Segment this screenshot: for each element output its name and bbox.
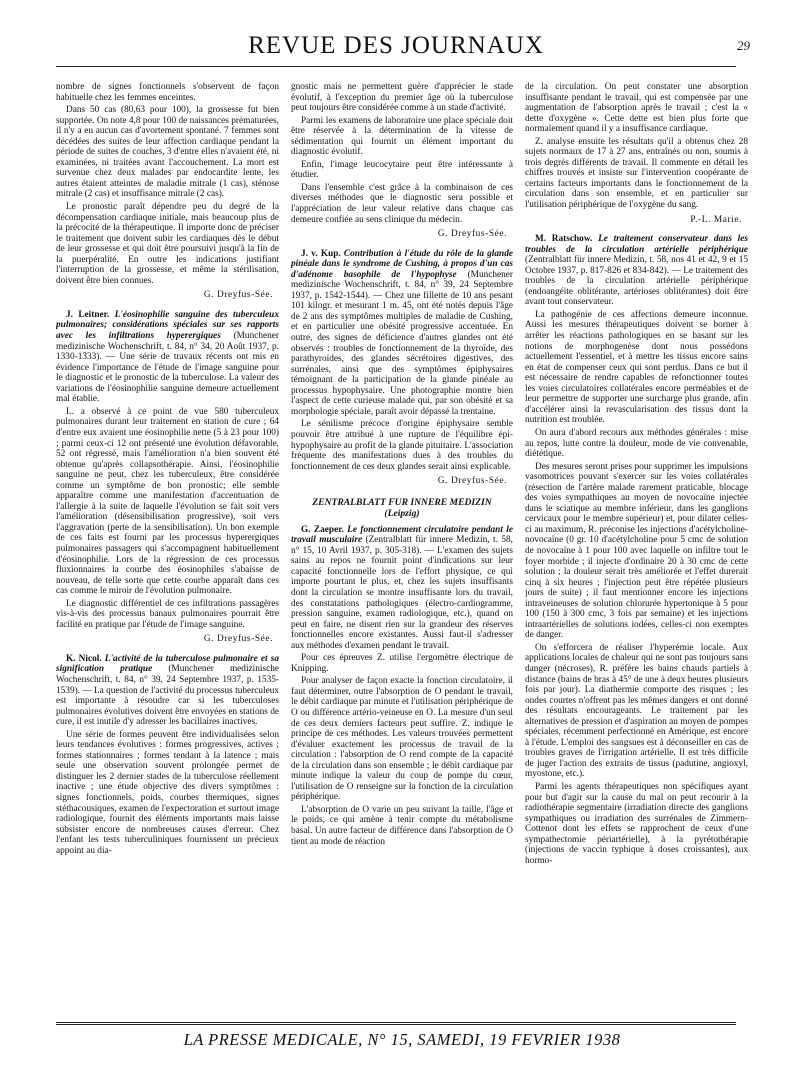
- paragraph: Le diagnostic différentiel de ces infiltrations passagères vis-à-vis des processus banaux pulmonaires pourrait être facilité en pratique par l'étude de l'image sanguine.: [56, 598, 279, 630]
- paragraph: Pour ces épreuves Z. utilise l'ergomètre électrique de Knipping.: [291, 653, 513, 674]
- header-rule: [56, 66, 736, 67]
- article-abstract: [525, 234, 748, 308]
- article-title: L'activité de la tuberculose pulmonaire et sa signification pratique: [56, 653, 279, 675]
- signature: G. Dreyfus-Sée.: [203, 290, 273, 301]
- journal-section-title: REVUE DES JOURNAUX: [248, 32, 544, 59]
- paragraph: La pathogénie de ces affections demeure inconnue. Aussi les mesures thérapeutiques doivent se borner à arrêter les réactions pathologiques en se basant sur les notions de morphogenèse dont nous possédons actuellement l'essentiel, et à mettre les tissus encore sains en état de compenser ceux qui sont perdus. Dans ce but il est nécessaire de rendre capables de refonctionner toutes les voies circulatoires collatérales encore perméables et de leur permettre de supporter une surcharge plus grande, afin d'accélérer ainsi la revascularisation des tissus dont la nutrition est troublée.: [525, 309, 748, 426]
- paragraph: gnostic mais ne permettent guère d'apprécier le stade évolutif, à l'exception du premier âge où la tuberculose peut toujours être considérée comme à un stade d'activité.: [291, 82, 513, 114]
- paragraph: Des mesures seront prises pour supprimer les impulsions vasomotrices pouvant s'exercer sur les voies collatérales (résection de l'artère malade rarement praticable, blocage des voies sympathiques au moyen de novocaïne injectée dans le sciatique au membre inférieur, dans les ganglions cervicaux pour le membre supérieur) et, pour dilater celles-ci au maximum, R. préconise les injections d'acétylcholine-novocaïne (0 gr. 10 d'acétylcholine pour 5 cmc de solution de novocaïne à 1 pour 100 avec laquelle on infiltre tout le foyer morbide ; il injecte d'ordinaire 20 à 30 cmc de cette solution ; la douleur serait très améliorée et l'effet durerait cinq à six heures ; l'injection peut être répétée plusieurs jours de suite) ; il faut mentionner encore les injections intraveineuses de solution chlorurée hypertonique à 5 pour 100 (150 à 300 cmc, 3 fois par semaine) et les injections intraartérielles de solutions iodées, celles-ci non exemptes de danger.: [525, 461, 748, 641]
- journal-section-heading: [291, 497, 513, 519]
- signature: G. Dreyfus-Sée.: [437, 229, 507, 240]
- paragraph: nombre de signes fonctionnels s'observent de façon habituelle chez les femmes enceintes.: [56, 82, 279, 103]
- paragraph: Enfin, l'image leucocytaire peut être intéressante à étudier.: [291, 159, 513, 181]
- paragraph: Parmi les examens de laboratoire une place spéciale doit être réservée à la détermination de la vitesse de sédimentation qui fournit un élément important du diagnostic évolutif.: [291, 115, 513, 158]
- journal-city: (Leipzig): [384, 507, 420, 519]
- page-footer: LA PRESSE MEDICALE, N° 15, SAMEDI, 19 FEVRIER 1938: [183, 1030, 621, 1049]
- signature: G. Dreyfus-Sée.: [437, 476, 507, 487]
- article-abstract: [56, 310, 279, 405]
- article-title: L'éosinophilie sanguine des tuberculeux pulmonaires; considérations spéciales sur ses rapports avec les infiltrations hyperergiques: [56, 309, 279, 342]
- article-reference: (Munchener medizinische Wochenschrift, t. 84, n° 39, 24 Septembre 1937, p. 1535-1539). — La question de l'activité du processus tuberculeux est importante à résoudre car si les tuberculoses pulmonaires évolutives doivent être envoyées en stations de cure, il est inutile d'y adresser les bacillaires inactives.: [56, 664, 279, 728]
- article-author: M. Ratschow.: [535, 234, 593, 245]
- paragraph: Pour analyser de façon exacte la fonction circulatoire, il faut déterminer, outre l'absorption de O pendant le travail, le débit cardiaque par minute et l'utilisation périphérique de O ou différence artério-veineuse en O. La mesure d'un seul de ces deux derniers facteurs peut suffire. Z. indique le principe de ces méthodes. Les valeurs trouvées permettent d'évaluer exactement les processus de travail de la circulation : l'absorption de O rend compte de la capacité de la circulation dans son ensemble ; le débit cardiaque par minute indique la valeur du coup de pompe du cœur, l'utilisation de O renseigne sur la fonction de la circulation périphérique.: [291, 676, 513, 803]
- paragraph: On aura d'abord recours aux méthodes générales : mise au repos, lutte contre la douleur, mode de vie convenable, diététique.: [525, 427, 748, 460]
- article-author: G. Zaeper.: [301, 524, 344, 535]
- article-reference: (Munchener medizinische Wochenschrift, t. 84, n° 39, 24 Septembre 1937, p. 1542-1544). — Chez une fillette de 10 ans pesant 101 kilogr. et mesurant 1 m. 45, ont été notés depuis l'âge de 2 ans des symptômes multiples de maladie de Cushing, et en particulier une obésité progressive accentuée. En outre, des signes de déficience d'autres glandes ont été observés : troubles de fonctionnement de la thyroïde, des parathyroïdes, des glandes sécrétoires digestives, des surrénales, ainsi que des symptômes épiphysaires témoignant de la participation de la glande pinéale au processus hypophysaire. Une photographie montre bien l'aspect de cette curieuse malade qui, par son obésité et sa morphologie spéciale, paraît avoir dépassé la trentaine.: [291, 269, 513, 417]
- article-title: Le fonctionnement circulatoire pendant le travail musculaire: [291, 524, 513, 546]
- article-reference: (Zentralblatt für innere Medizin, t. 58, n° 15, 10 Avril 1937, p. 305-318). — L'examen des sujets sains au repos ne fournit point d'indications sur leur capacité fonctionnelle lors de l'effort physique, ce qui importe pourtant le plus, et, chez les sujets insuffisants dont la circulation se montre insuffisante lors du travail, des constatations pathologiques (électro-cardiogramme, pression sanguine, examen radiologique, etc.), quand on peut en faire, ne disent rien sur la grandeur des réserves fonctionnelles encore existantes. Aussi faut-il s'adresser aux méthodes d'examen pendant le travail.: [291, 535, 513, 651]
- article-abstract: [56, 654, 279, 728]
- page-number: 29: [737, 38, 750, 53]
- page-header: [56, 28, 750, 64]
- paragraph: Le pronostic paraît dépendre peu du degré de la décompensation cardiaque initiale, mais beaucoup plus de la précocité de la thérapeutique. Il importe donc de préciser le traitement que doivent subir les cardiaques dès le début de leur grossesse et qui doit être poursuivi jusqu'à la fin de la puerpéralité. En outre les indications justifiant l'interruption de la grossesse, et même la stérilisation, doivent être bien connues.: [56, 202, 279, 286]
- article-reference: (Zentralblatt für innere Medizin, t. 58, nos 41 et 42, 9 et 15 Octobre 1937, p. 817-826 et 834-842). — Le traitement des troubles de la circulation artérielle périphérique (endoangéite oblitérante, artérioses oblitérantes) doit être avant tout conservateur.: [525, 255, 748, 308]
- paragraph: L. a observé à ce point de vue 580 tuberculeux pulmonaires durant leur traitement en station de cure ; 64 d'entre eux avaient une éosinophilie nette (5 à 23 pour 100) ; parmi ceux-ci 12 ont présenté une évolution défavorable, 52 ont régressé, mais l'amélioration n'a bien souvent été obtenue qu'après collapsothérapie. Ainsi, l'éosinophilie sanguine ne peut, chez les tuberculeux, être considérée comme un symptôme de bon pronostic; elle semble apparaître comme une manifestation d'accentuation de l'allergie à la suite de laquelle l'évolution se fait soit vers l'amélioration (désensibilisation progressive), soit vers l'aggravation (perte de la sensibilisation). Un bon exemple de ces faits est fourni par les processus hyperergiques pulmonaires passagers qui s'accompagnent habituellement d'éosinophilie. Lors de la régression de ces processus fluxionnaires la courbe des éosinophiles s'abaisse de nouveau, de telle sorte que cette courbe apparaît dans ces cas comme le miroir de l'évolution pulmonaire.: [56, 406, 279, 597]
- column-1: [56, 82, 279, 1017]
- paragraph: Le sénilisme précoce d'origine épiphysaire semble pouvoir être attribué à une rupture de l'équilibre épi-hypophysaire au profit de la glande pituitaire. L'association fréquente des manifestations dues à des troubles du fonctionnement de ces deux glandes serait ainsi explicable.: [291, 419, 513, 472]
- journal-name: ZENTRALBLATT FUR INNERE MEDIZIN: [312, 496, 492, 508]
- article-abstract: [291, 525, 513, 652]
- footer-rule: [56, 1022, 736, 1025]
- article-reference: (Munchener medizinische Wochenschrift, t. 84, n° 34, 20 Août 1937, p. 1330-1333). — Une série de travaux récents ont mis en évidence l'importance de l'étude de l'image sanguine pour le diagnostic et le pronostic de la tuberculose. La valeur des variations de l'éosinophilie sanguine demeure actuellement mal établie.: [56, 331, 279, 405]
- article-author: J. Leitner.: [66, 309, 110, 320]
- paragraph: Parmi les agents thérapeutiques non spécifiques ayant pour but d'agir sur la cause du mal on peut recourir à la radiothérapie segmentaire (irradiation directe des ganglions sympathiques ou irradiation des surrénales de Zimmern-Cottenot dont les effets se rapprochent de ceux d'une sympathectomie périartérielle), à la pyrétothérapie (injections de vaccin typhique à doses croissantes), aux hormo-: [525, 782, 748, 866]
- article-title: Contribution à l'étude du rôle de la glande pinéale dans le syndrome de Cushing, à propos d'un cas d'adénome basophile de l'hypophyse: [291, 248, 513, 280]
- paragraph: Dans 50 cas (80,63 pour 100), la grossesse fut bien supportée. On note 4,8 pour 100 de naissances prématurées, il n'y a eu aucun cas d'avortement spontané. 7 femmes sont décédées des suites de leur affection cardiaque pendant la période de suites de couches, 3 d'entre elles n'avaient été, ni examinées, ni traitées avant l'accouchement. La mort est survenue chez deux malades par endocardite lente, les autres étaient atteintes de maladie mitrale (1 cas), sténose mitrale (2 cas) et insuffisance mitrale (2 cas).: [56, 105, 279, 200]
- column-2: [291, 82, 513, 1017]
- paragraph: Une série de formes peuvent être individualisées selon leurs tendances évolutives : formes progressives, actives ; formes stationnaires ; formes tendant à la latence ; mais seule une observation souvent prolongée permet de distinguer les 2 dernier stades de la tuberculose réellement inactive ; une étude objective des divers symptômes : signes fonctionnels, poids, courbes thermiques, signes stéthacousiques, examen de l'expectoration et surtout image radiologique, fournit des éléments importants mais laisse subsister encore de nombreuses causes d'erreur. Chez l'enfant les tests tuberculiniques fournissent un précieux appoint au dia-: [56, 729, 279, 856]
- paragraph: Dans l'ensemble c'est grâce à la combinaison de ces diverses méthodes que le diagnostic sera possible et l'appréciation de leur valeur relative dans chaque cas demeure confiée au sens clinique du médecin.: [291, 182, 513, 225]
- article-title: Le traitement conservateur dans les troubles de la circulation artérielle périphérique: [525, 234, 748, 255]
- column-3: [525, 82, 748, 1017]
- article-author: K. Nicol.: [66, 653, 102, 664]
- article-author: J. v. Kup.: [301, 248, 341, 259]
- paragraph: On s'efforcera de réaliser l'hyperémie locale. Aux applications locales de chaleur qui ne sont pas toujours sans danger (nécroses), R. préfère les bains chauds partiels à distance (bains de bras à 45° de une à deux heures plusieurs fois par jour). La diathermie comporte des risques ; les ondes courtes n'offrent pas les mêmes dangers et ont donné des résultats encourageants. Le traitement par les alternatives de pression et d'aspiration au moyen de pompes spéciales, récemment perfectionné en Amérique, est encore à l'étude. L'emploi des sangsues est à déconseiller en cas de troubles graves de l'irrigation artérielle. Il est très difficile de juger l'action des extraits de tissus (padutine, angioxyl, myostone, etc.).: [525, 642, 748, 780]
- paragraph: de la circulation. On peut constater une absorption insuffisante pendant le travail, qui est compensée par une augmentation de l'absorption après le travail ; c'est la « dette d'oxygène ». Cette dette est bien plus forte que normalement quand il y a insuffisance cardiaque.: [525, 82, 748, 135]
- signature: P.-L. Marie.: [690, 214, 742, 225]
- signature: G. Dreyfus-Sée.: [203, 634, 273, 645]
- paragraph: Z. analyse ensuite les résultats qu'il a obtenus chez 28 sujets normaux de 17 à 27 ans, entraînés ou non, soumis à trois degrés différents de travail. Il commente en détail les chiffres trouvés et insiste sur l'intervention coopérante de certains facteurs importants dans le fonctionnement de la circulation dans son ensemble, et en particulier sur l'utilisation périphérique de l'oxygène du sang.: [525, 136, 748, 211]
- article-abstract: [291, 249, 513, 418]
- paragraph: L'absorption de O varie un peu suivant la taille, l'âge et le poids, ce qui amène à tenir compte du métabolisme basal. Un autre facteur de différence dans l'absorption de O tient au mode de réaction: [291, 804, 513, 847]
